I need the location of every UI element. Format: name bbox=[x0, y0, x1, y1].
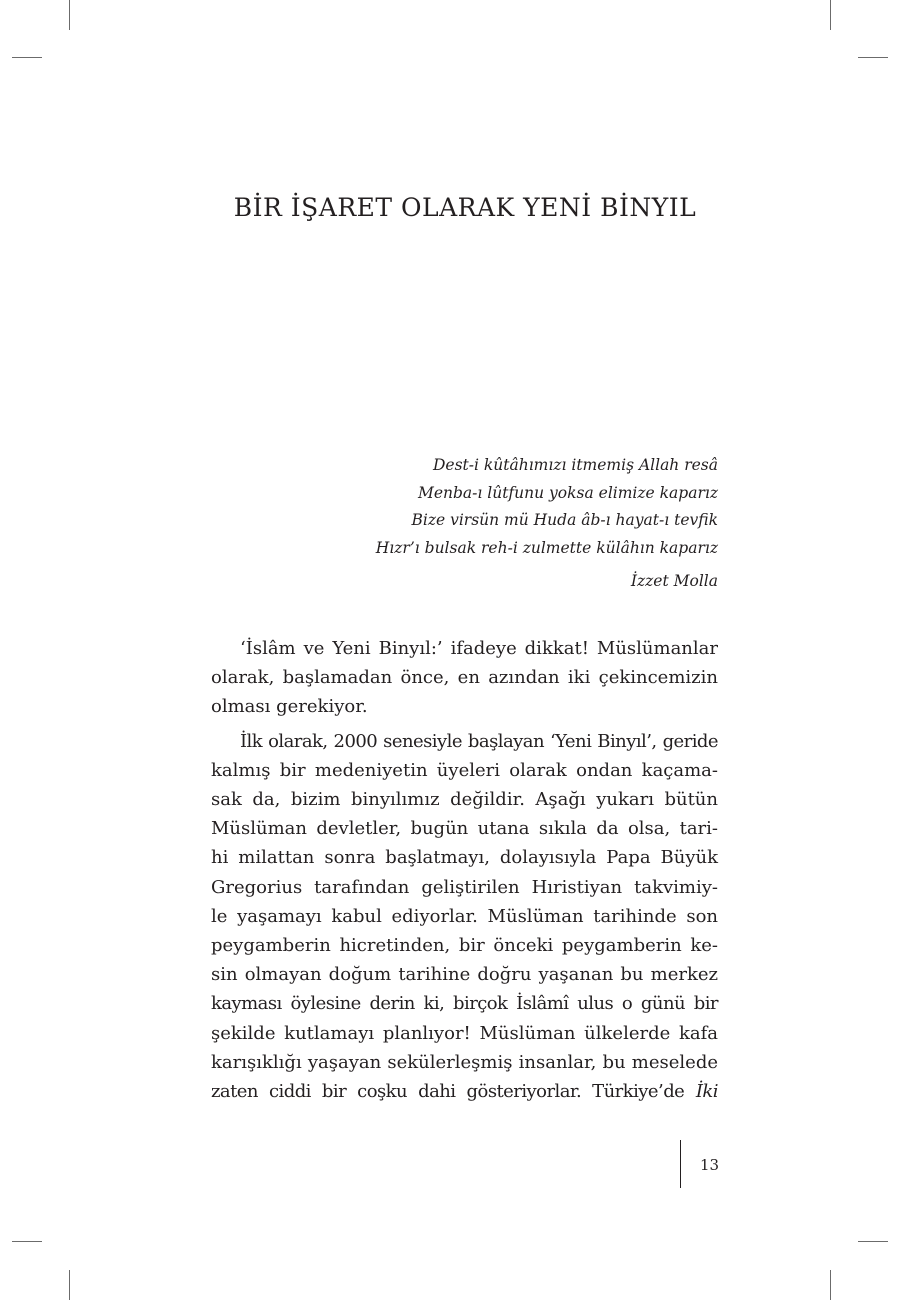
body-line: sin olmayan doğum tarihine doğru yaşanan bu merkez bbox=[211, 964, 718, 986]
body-line: olması gerekiyor. bbox=[211, 696, 368, 718]
body-text bbox=[211, 634, 718, 1106]
body-line: Gregorius tarafından geliştirilen Hıristiyan takvimiy- bbox=[211, 876, 718, 898]
crop-mark bbox=[858, 57, 888, 58]
page-number: 13 bbox=[700, 1156, 720, 1174]
crop-mark bbox=[69, 1270, 70, 1300]
epigraph-line: Bize virsün mü Huda âb-ı hayat-ı tevfik bbox=[411, 511, 718, 529]
body-line-text: İlk olarak, 2000 senesiyle başlayan ‘Yeni Binyıl’, geride bbox=[240, 730, 718, 752]
body-line: olarak, başlamadan önce, en azından iki çekincemizin bbox=[211, 667, 718, 689]
crop-mark bbox=[858, 1241, 888, 1242]
body-line: kalmış bir medeniyetin üyeleri olarak ondan kaçama- bbox=[211, 759, 718, 781]
body-line: şekilde kutlamayı planlıyor! Müslüman ülkelerde kafa bbox=[211, 1022, 718, 1044]
body-line-text: zaten ciddi bir coşku dahi gösteriyorlar. Türkiye’de bbox=[211, 1081, 685, 1103]
body-line: peygamberin hicretinden, bir önceki peygamberin ke- bbox=[211, 935, 718, 957]
epigraph-author: İzzet Molla bbox=[630, 572, 718, 590]
epigraph-line: Dest-i kûtâhımızı itmemiş Allah resâ bbox=[432, 456, 718, 474]
body-line: hi milattan sonra başlatmayı, dolayısıyla Papa Büyük bbox=[211, 847, 718, 869]
crop-mark bbox=[830, 1270, 831, 1300]
crop-mark bbox=[12, 57, 42, 58]
folio-rule bbox=[680, 1140, 681, 1188]
crop-mark bbox=[830, 0, 831, 30]
epigraph-line: Menba-ı lûtfunu yoksa elimize kaparız bbox=[417, 483, 718, 502]
body-line: sak da, bizim binyılımız değildir. Aşağı yukarı bütün bbox=[211, 789, 718, 811]
crop-mark bbox=[69, 0, 70, 30]
body-line-text: kayması öylesine derin ki, birçok İslâmî ulus o günü bir bbox=[211, 993, 718, 1015]
body-line bbox=[211, 989, 718, 1018]
body-line: le yaşamayı kabul ediyorlar. Müslüman tarihinde son bbox=[211, 905, 718, 927]
body-line: ‘İslâm ve Yeni Binyıl:’ ifadeye dikkat! Müslümanlar bbox=[240, 638, 718, 659]
italic-word: İki bbox=[695, 1081, 718, 1103]
body-line: karışıklığı yaşayan sekülerleşmiş insanlar, bu meselede bbox=[211, 1051, 718, 1073]
crop-mark bbox=[12, 1241, 42, 1242]
epigraph-line: Hızr’ı bulsak reh-i zulmette külâhın kaparız bbox=[375, 538, 718, 557]
body-line: Müslüman devletler, bugün utana sıkıla da olsa, tari- bbox=[211, 818, 718, 840]
body-line bbox=[211, 727, 718, 756]
body-line bbox=[211, 1077, 718, 1106]
chapter-title: BİR İŞARET OLARAK YENİ BİNYIL bbox=[233, 193, 697, 222]
epigraph bbox=[298, 452, 718, 596]
